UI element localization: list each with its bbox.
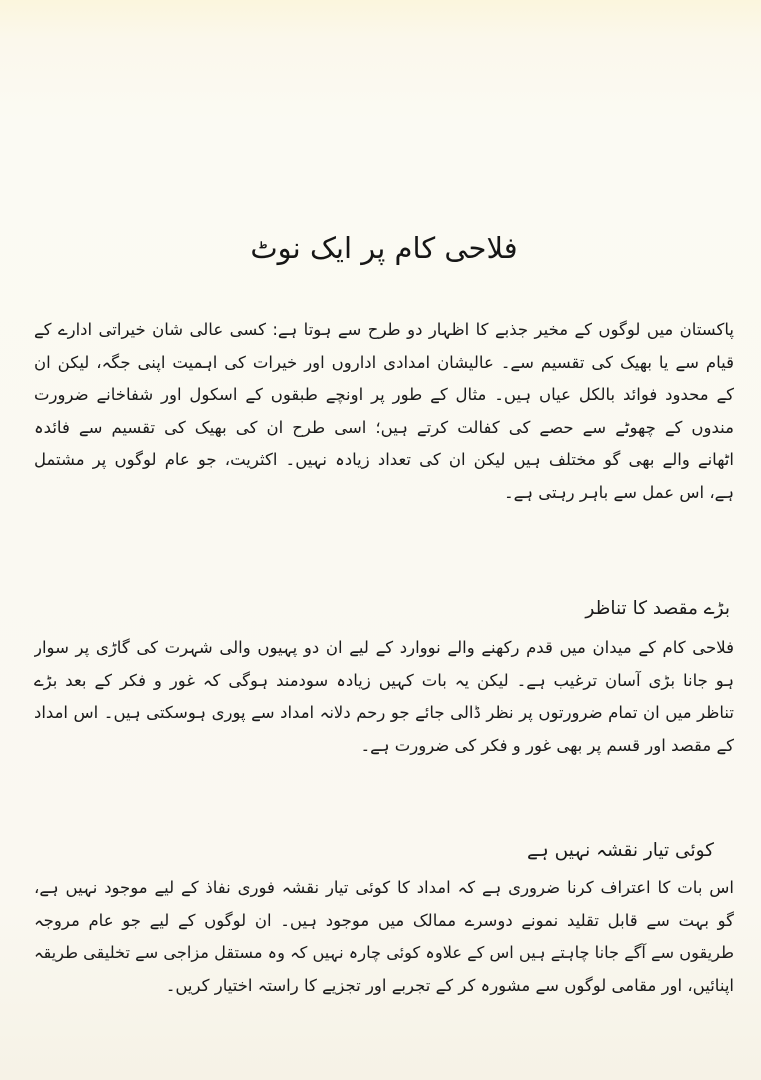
paragraph-line: اس بات کا اعتراف کرنا ضروری ہے کہ امداد کا کوئی تیار نقشہ فوری نفاذ کے لیے موجود نہیں ہے، <box>34 878 734 897</box>
intro-paragraph <box>34 314 734 510</box>
paragraph-line: گو بہت سے قابل تقلید نمونے دوسرے ممالک میں موجود ہیں۔ ان لوگوں کے لیے جو عام مروجہ <box>34 910 734 930</box>
paragraph-line: تناظر میں ان تمام ضرورتوں پر نظر ڈالی جائے جو رحم دلانہ امداد سے پوری ہوسکتی ہیں۔ اس امداد <box>34 703 734 723</box>
section-heading-bigger-purpose: بڑے مقصد کا تناظر <box>585 598 730 619</box>
paragraph-line: اپنائیں، اور مقامی لوگوں سے مشورہ کر کے تجربے اور تجزیے کا راستہ اختیار کریں۔ <box>165 975 734 995</box>
section-heading-no-ready-plan: کوئی تیار نقشہ نہیں ہے <box>527 840 714 861</box>
paragraph-line: کے مقصد اور قسم پر بھی غور و فکر کی ضرورت ہے۔ <box>360 735 734 755</box>
document-body <box>34 0 734 1080</box>
paragraph-line: ہو جانا بڑی آسان ترغیب ہے۔ لیکن یہ بات کہیں زیادہ سودمند ہوگی کہ غور و فکر کے بعد بڑے <box>34 670 734 690</box>
paragraph-line: ہے، اس عمل سے باہر رہتی ہے۔ <box>504 482 734 502</box>
paragraph-line: کے محدود فوائد بالکل عیاں ہیں۔ مثال کے طور پر اونچے طبقوں کے اسکول اور شفاخانے ضرورت <box>34 385 734 405</box>
no-ready-plan-paragraph <box>34 872 734 1002</box>
paragraph-line: طریقوں سے آگے جانا چاہتے ہیں اس کے علاوہ کوئی چارہ نہیں کہ وہ مستقل مزاجی سے تخلیقی طریقہ <box>34 943 734 963</box>
paragraph-line: فلاحی کام کے میدان میں قدم رکھنے والے نووارد کے لیے ان دو پہیوں والی شہرت کی گاڑی پر سوار <box>34 638 734 657</box>
bigger-purpose-paragraph <box>34 632 734 762</box>
paragraph-line: پاکستان میں لوگوں کے مخیر جذبے کا اظہار دو طرح سے ہوتا ہے: کسی عالی شان خیراتی ادارے کے <box>34 320 734 339</box>
paragraph-line: اٹھانے والے بھی گو مختلف ہیں لیکن ان کی تعداد زیادہ نہیں۔ اکثریت، جو عام لوگوں پر مشتمل <box>34 450 734 470</box>
paragraph-line: مندوں کے چھوٹے سے حصے کی کفالت کرتے ہیں؛ اسی طرح ان کی بھیک کی تقسیم سے فائدہ <box>34 417 734 437</box>
document-title: فلاحی کام پر ایک نوٹ <box>250 231 518 265</box>
paragraph-line: قیام سے یا بھیک کی تقسیم سے۔ عالیشان امدادی اداروں اور خیرات کی اہمیت اپنی جگہ، لیکن ان <box>34 352 734 372</box>
